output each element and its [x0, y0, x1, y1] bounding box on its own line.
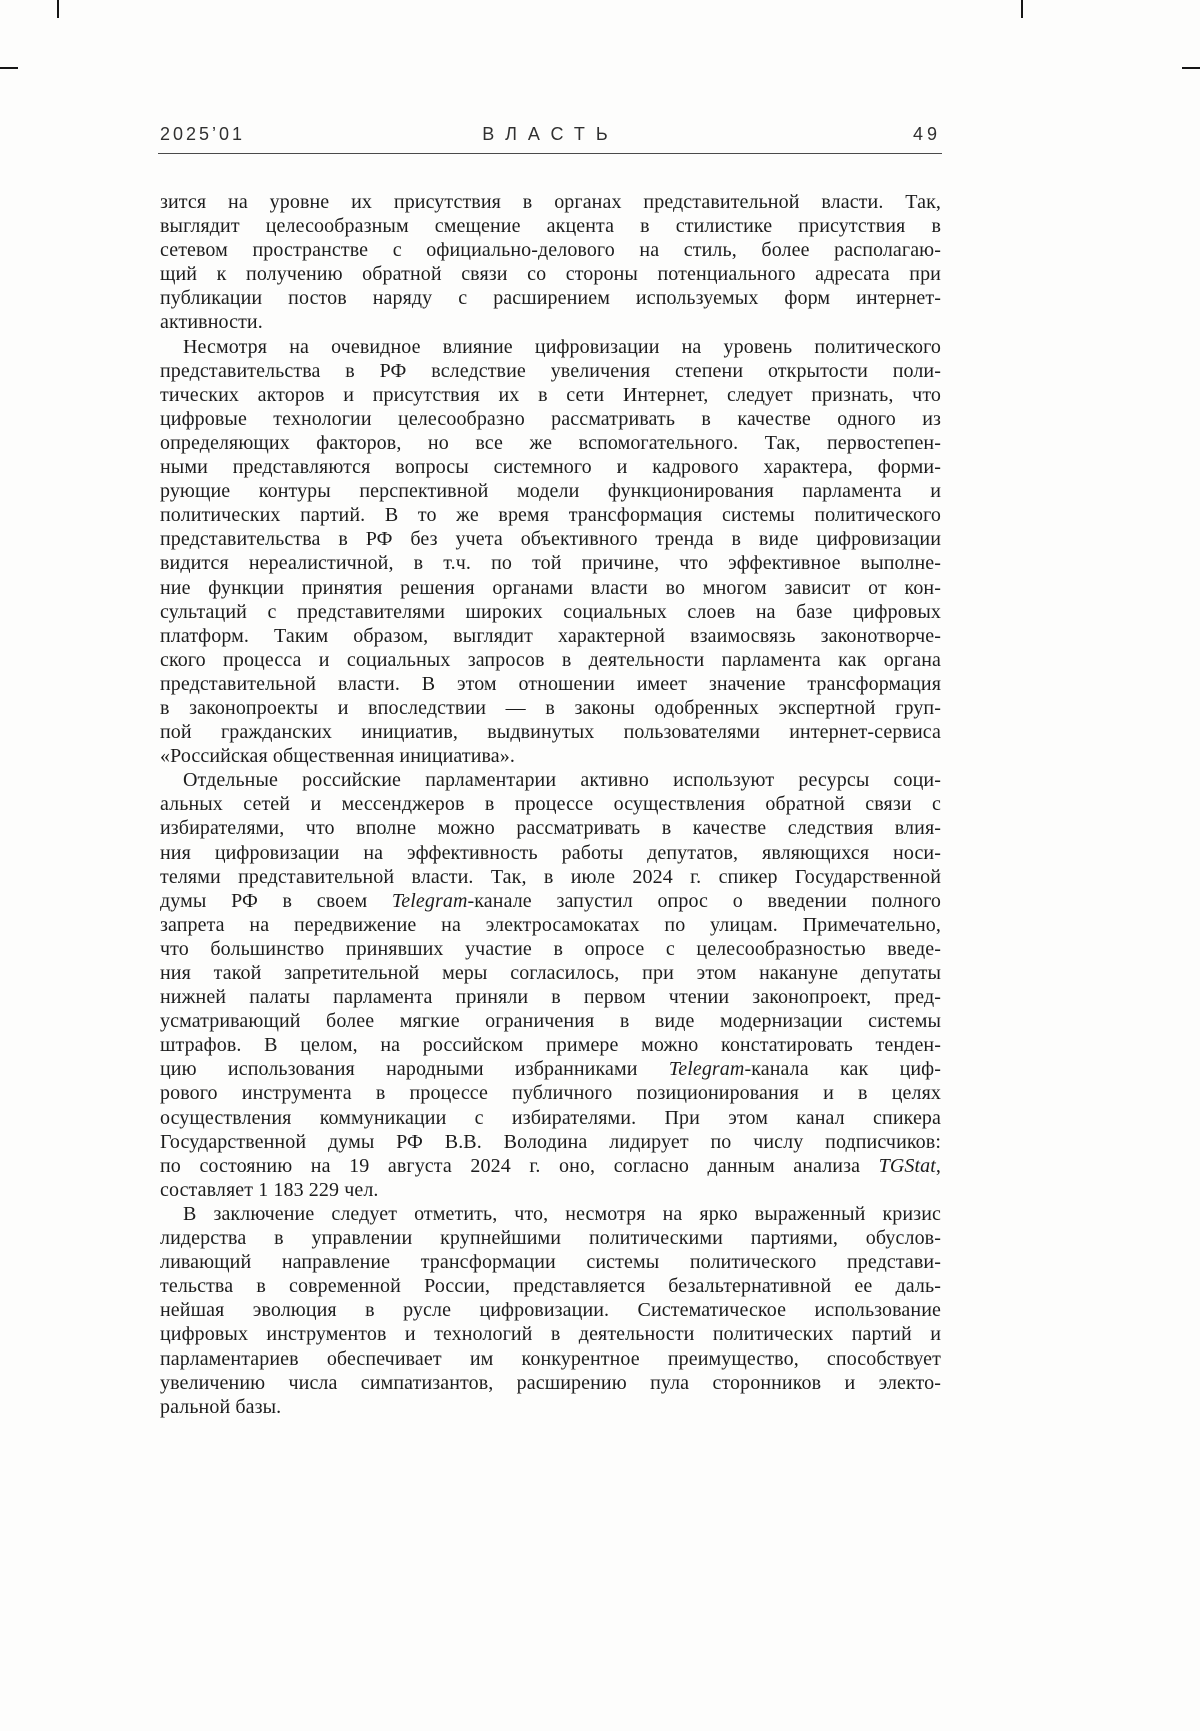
text-line: публикации постов наряду с расширением используемых форм интернет-	[160, 287, 941, 310]
crop-mark-left-edge	[0, 67, 18, 69]
text-line: ского процесса и социальных запросов в деятельности парламента как органа	[160, 648, 941, 671]
text-line: тических акторов и присутствия их в сети Интернет, следует признать, что	[160, 383, 941, 406]
text-line: рующие контуры перспективной модели функционирования парламента и	[160, 480, 941, 503]
text-line: что большинство принявших участие в опросе с целесообразностью введе-	[160, 937, 941, 960]
text-line: представительства в РФ вследствие увеличения степени открытости поли-	[160, 359, 941, 382]
text-line: цифровых инструментов и технологий в деятельности политических партий и	[160, 1323, 941, 1346]
text-line: активности.	[160, 311, 263, 334]
text-line: ния такой запретительной меры согласилось, при этом накануне депутаты	[160, 962, 941, 984]
text-line: представительной власти. В этом отношении имеет значение трансформация	[160, 672, 941, 695]
text-line: избирателями, что вполне можно рассматривать в качестве следствия влия-	[160, 817, 941, 840]
text-line: Отдельные российские парламентарии активно используют ресурсы соци-	[183, 769, 941, 792]
text-line: ральной базы.	[160, 1395, 282, 1418]
text-line: ными представляются вопросы системного и кадрового характера, форми-	[160, 456, 941, 479]
text-line: зится на уровне их присутствия в органах представительной власти. Так,	[160, 191, 941, 213]
crop-mark-right-edge	[1182, 67, 1200, 69]
text-line: штрафов. В целом, на российском примере можно констатировать тенден-	[160, 1034, 941, 1057]
text-line: по состоянию на 19 августа 2024 г. оно, согласно данным анализа TGStat,	[160, 1154, 941, 1177]
text-line: запрета на передвижение на электросамокатах по улицам. Примечательно,	[160, 913, 941, 936]
text-line: ния цифровизации на эффективность работы депутатов, являющихся носи-	[160, 841, 941, 864]
text-line: пой гражданских инициатив, выдвинутых пользователями интернет-сервиса	[160, 721, 941, 744]
page-number: 49	[912, 124, 941, 144]
text-line: думы РФ в своем Telegram-канале запустил опрос о введении полного	[160, 889, 942, 912]
text-line: осуществления коммуникации с избирателями. При этом канал спикера	[160, 1106, 941, 1129]
text-line: рового инструмента в процессе публичного позиционирования и в целях	[160, 1082, 941, 1105]
journal-title: ВЛАСТЬ	[482, 124, 619, 144]
text-line: Государственной думы РФ В.В. Володина лидирует по числу подписчиков:	[160, 1130, 941, 1153]
text-line: «Российская общественная инициатива».	[160, 745, 515, 768]
text-line: платформ. Таким образом, выглядит характерной взаимосвязь законотворче-	[160, 624, 941, 647]
text-line: щий к получению обратной связи со стороны потенциального адресата при	[160, 263, 941, 286]
text-line: В заключение следует отметить, что, несмотря на ярко выраженный кризис	[183, 1202, 941, 1225]
text-line: сультаций с представителями широких социальных слоев на базе цифровых	[160, 600, 941, 623]
header-rule	[158, 153, 942, 154]
text-line: цифровые технологии целесообразно рассматривать в качестве одного из	[160, 407, 941, 430]
text-line: тельства в современной России, представляется безальтернативной ее даль-	[160, 1275, 941, 1298]
text-line: цию использования народными избранниками Telegram-канала как циф-	[160, 1058, 942, 1081]
text-line: усматривающий более мягкие ограничения в виде модернизации системы	[160, 1010, 941, 1033]
text-line: увеличению числа симпатизантов, расширению пула сторонников и электо-	[160, 1371, 941, 1394]
running-head	[160, 124, 941, 145]
text-line: определяющих факторов, но все же вспомогательного. Так, первостепен-	[160, 431, 941, 454]
text-line: альных сетей и мессенджеров в процессе осуществления обратной связи с	[160, 793, 941, 816]
text-line: сетевом пространстве с официально-делового на стиль, более располагаю-	[160, 239, 941, 262]
text-line: телями представительной власти. Так, в июле 2024 г. спикер Государственной	[160, 865, 941, 888]
crop-mark-top-right	[1021, 0, 1023, 18]
crop-mark-top-left	[57, 0, 59, 18]
article-body	[160, 190, 941, 1419]
text-line: в законопроекты и впоследствии — в законы одобренных экспертной груп-	[160, 696, 941, 719]
text-line: лидерства в управлении крупнейшими политическими партиями, обуслов-	[160, 1227, 941, 1250]
text-line: представительства в РФ без учета объективного тренда в виде цифровизации	[160, 528, 941, 551]
text-line: Несмотря на очевидное влияние цифровизации на уровень политического	[183, 335, 941, 358]
text-line: выглядит целесообразным смещение акцента в стилистике присутствия в	[160, 215, 941, 238]
text-line: политических партий. В то же время трансформация системы политического	[160, 504, 941, 527]
text-line: ние функции принятия решения органами власти во многом зависит от кон-	[160, 576, 941, 599]
issue-number: 2025’01	[160, 124, 246, 144]
text-line: видится нереалистичной, в т.ч. по той причине, что эффективное выполне-	[160, 552, 941, 575]
text-line: нейшая эволюция в русле цифровизации. Систематическое использование	[160, 1299, 941, 1322]
text-line: составляет 1 183 229 чел.	[160, 1178, 379, 1201]
text-line: ливающий направление трансформации системы политического представи-	[160, 1251, 941, 1274]
text-line: нижней палаты парламента приняли в первом чтении законопроект, пред-	[160, 986, 941, 1009]
text-line: парламентариев обеспечивает им конкурентное преимущество, способствует	[160, 1347, 941, 1370]
